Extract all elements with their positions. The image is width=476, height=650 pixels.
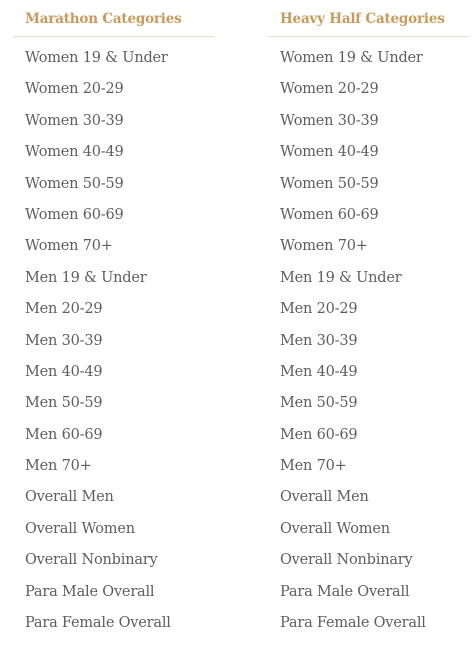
category-item: Para Male Overall [25, 583, 155, 600]
heavy-half-categories-column [268, 0, 469, 639]
category-item: Women 20-29 [25, 81, 124, 98]
category-item: Men 70+ [280, 458, 347, 475]
category-item: Men 20-29 [280, 301, 358, 318]
category-item: Men 20-29 [25, 301, 103, 318]
category-item: Men 60-69 [280, 426, 358, 443]
category-item: Women 40-49 [280, 144, 379, 161]
category-item: Women 30-39 [280, 112, 379, 129]
heavy-half-categories-heading: Heavy Half Categories [280, 11, 445, 27]
heavy-half-category-list [268, 43, 469, 639]
category-item: Para Female Overall [25, 615, 171, 632]
category-item: Women 70+ [25, 238, 113, 255]
category-item: Men 30-39 [280, 332, 358, 349]
category-item: Men 60-69 [25, 426, 103, 443]
category-item: Women 30-39 [25, 112, 124, 129]
category-item: Overall Men [280, 489, 369, 506]
marathon-categories-column [13, 0, 214, 639]
category-item: Women 60-69 [25, 206, 124, 223]
category-item: Overall Men [25, 489, 114, 506]
category-item: Women 50-59 [25, 175, 124, 192]
category-item: Men 40-49 [25, 363, 103, 380]
category-item: Para Male Overall [280, 583, 410, 600]
category-item: Overall Women [280, 520, 390, 537]
category-item: Para Female Overall [280, 615, 426, 632]
marathon-heading-divider [13, 36, 214, 37]
category-item: Men 19 & Under [280, 269, 402, 286]
category-item: Men 50-59 [280, 395, 358, 412]
category-item: Men 30-39 [25, 332, 103, 349]
category-item: Men 19 & Under [25, 269, 147, 286]
category-item: Overall Women [25, 520, 135, 537]
category-item: Women 19 & Under [280, 50, 423, 66]
category-item: Women 20-29 [280, 81, 379, 98]
category-item: Women 40-49 [25, 144, 124, 161]
category-item: Women 19 & Under [25, 50, 168, 66]
category-item: Men 70+ [25, 458, 92, 475]
category-item: Overall Nonbinary [280, 552, 413, 569]
category-item: Men 50-59 [25, 395, 103, 412]
category-item: Overall Nonbinary [25, 552, 158, 569]
marathon-categories-heading: Marathon Categories [25, 11, 182, 27]
category-item: Women 60-69 [280, 206, 379, 223]
category-item: Women 70+ [280, 238, 368, 255]
heavy-half-heading-divider [268, 36, 469, 37]
category-item: Women 50-59 [280, 175, 379, 192]
marathon-category-list [13, 43, 214, 639]
category-item: Men 40-49 [280, 363, 358, 380]
